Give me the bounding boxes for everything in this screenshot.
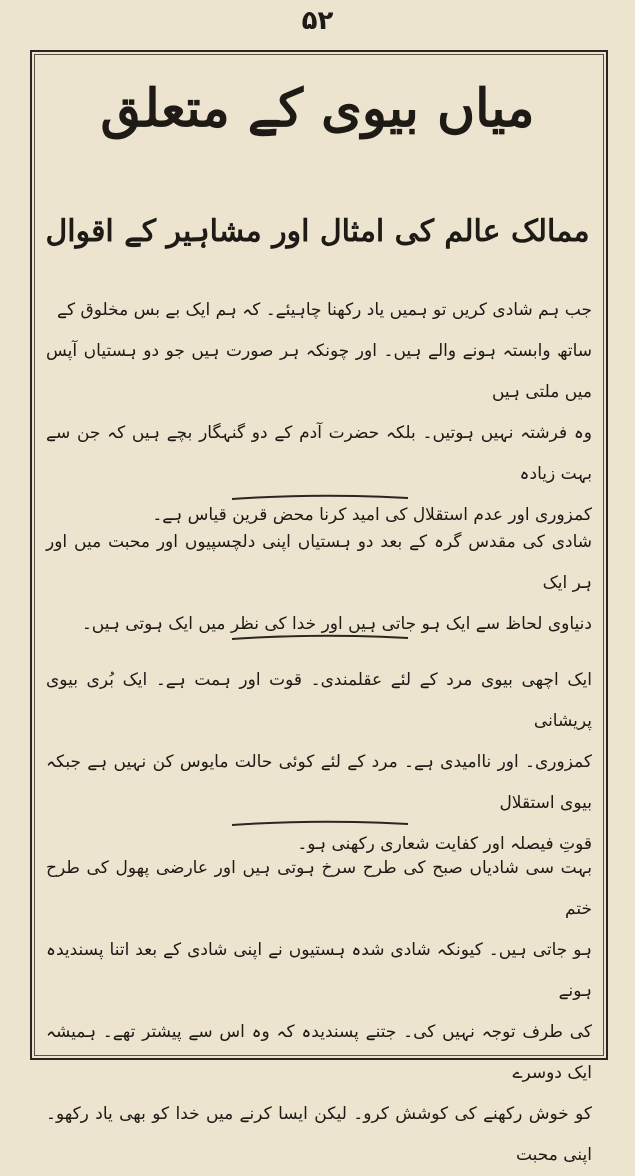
page-subtitle: ممالک عالم کی امثال اور مشاہیر کے اقوال: [45, 214, 590, 249]
text-line: ساتھ وابستہ ہونے والے ہیں۔ اور چونکہ ہر صورت ہیں جو دو ہستیاں آپس میں ملتی ہیں: [46, 341, 592, 402]
text-line: وہ فرشتہ نہیں ہوتیں۔ بلکہ حضرت آدم کے دو گنہگار بچے ہیں کہ جن سے بہت زیادہ: [46, 423, 592, 484]
text-line: کو خوش رکھنے کی کوشش کرو۔ لیکن ایسا کرنے میں خدا کو بھی یاد رکھو۔ اپنی محبت: [46, 1104, 592, 1165]
text-line: شادی کی مقدس گرہ کے بعد دو ہستیاں اپنی دلچسپیوں اور محبت میں اور ہر ایک: [46, 532, 592, 593]
paragraph-4: [46, 848, 592, 1176]
section-divider: [230, 820, 410, 828]
text-line: بہت سی شادیاں صبح کی طرح سرخ ہوتی ہیں اور عارضی پھول کی طرح ختم: [46, 858, 592, 919]
section-divider: [230, 494, 410, 502]
text-line: جب ہم شادی کریں تو ہمیں یاد رکھنا چاہیئے۔ کہ ہم ایک بے بس مخلوق کے: [57, 300, 592, 320]
text-line: ہو جاتی ہیں۔ کیونکہ شادی شدہ ہستیوں نے اپنی شادی کے بعد اتنا پسندیدہ ہونے: [46, 940, 592, 1001]
page-number: ۵۲: [301, 6, 334, 36]
paragraph-3: [46, 660, 592, 865]
text-line: ایک اچھی بیوی مرد کے لئے عقلمندی۔ قوت اور ہمت ہے۔ ایک بُری بیوی پریشانی: [46, 670, 592, 731]
text-line: کمزوری اور عدم استقلال کی امید کرنا محض قرین قیاس ہے۔: [152, 505, 592, 525]
text-line: قوتِ فیصلہ اور کفایت شعاری رکھنی ہو۔: [297, 834, 592, 854]
paragraph-2: [46, 522, 592, 645]
text-line: کمزوری۔ اور ناامیدی ہے۔ مرد کے لئے کوئی حالت مایوس کن نہیں ہے جبکہ بیوی استقلال: [46, 752, 592, 813]
text-line: کی طرف توجہ نہیں کی۔ جتنے پسندیدہ کہ وہ اس سے پیشتر تھے۔ ہمیشہ ایک دوسرے: [46, 1022, 592, 1083]
section-divider: [230, 634, 410, 642]
page-title: میاں بیوی کے متعلق: [100, 78, 535, 139]
text-line: دنیاوی لحاظ سے ایک ہو جاتی ہیں اور خدا کی نظر میں ایک ہوتی ہیں۔: [81, 614, 592, 634]
